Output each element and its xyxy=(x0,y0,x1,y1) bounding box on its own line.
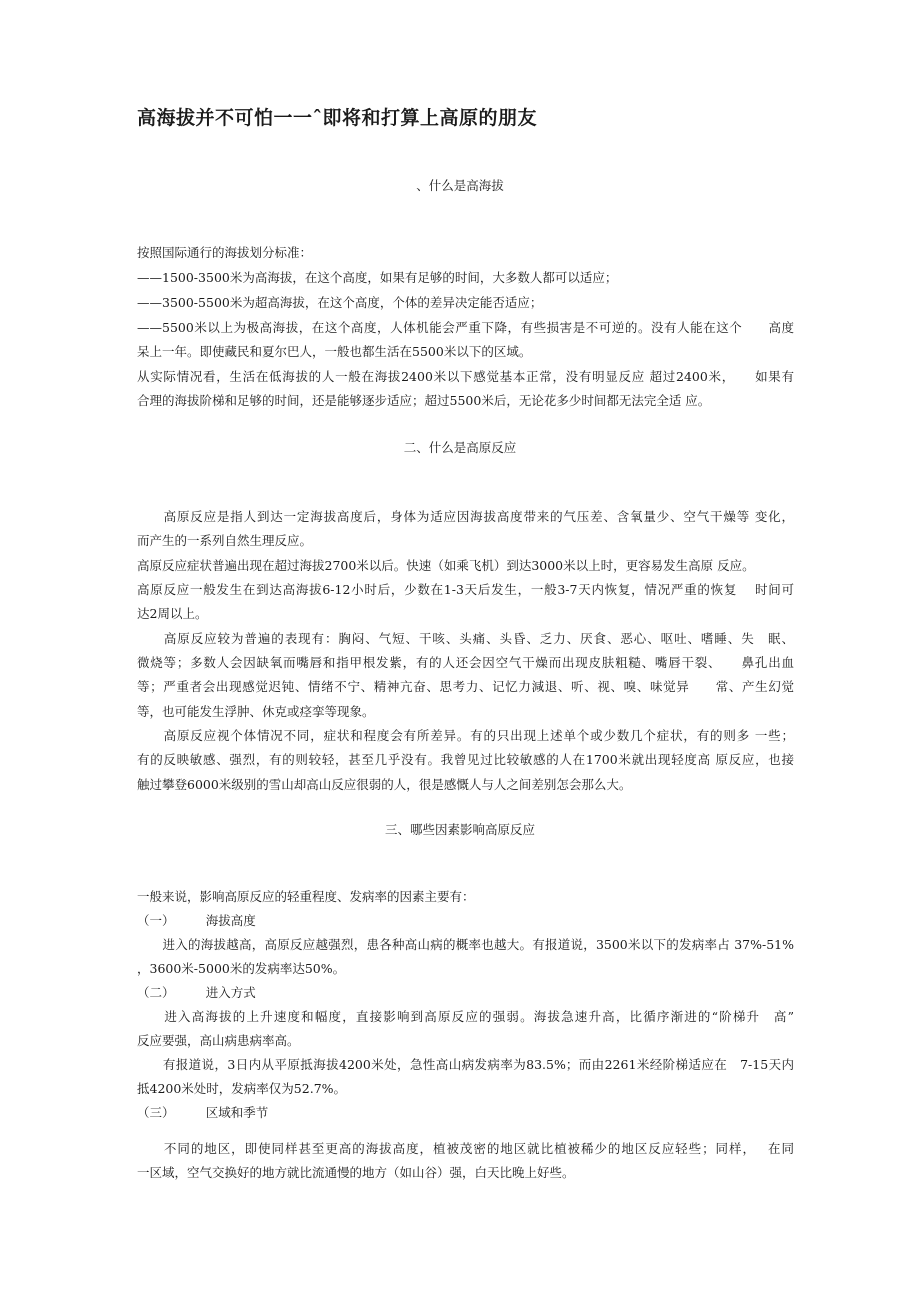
paragraph-line: ，3600米-5000米的发病率达50%。 xyxy=(137,961,346,976)
paragraph-line: 合理的海拔阶梯和足够的时间，还是能够逐步适应；超过5500米后，无论花多少时间都无法完全适 应。 xyxy=(137,393,711,408)
paragraph-line: ——1500-3500米为高海拔，在这个高度，如果有足够的时间，大多数人都可以适应； xyxy=(137,270,618,285)
list-heading: （二） 进入方式 xyxy=(137,985,256,1000)
paragraph-line: 呆上一年。即使藏民和夏尔巴人，一般也都生活在5500米以下的区域。 xyxy=(137,344,532,359)
paragraph-line: 一区域，空气交换好的地方就比流通慢的地方（如山谷）强，白天比晚上好些。 xyxy=(137,1165,575,1180)
paragraph-line: 达2周以上。 xyxy=(137,606,208,621)
paragraph-line: 一般来说，影响高原反应的轻重程度、发病率的因素主要有： xyxy=(137,889,475,904)
paragraph-line: 不同的地区，即使同样甚至更高的海拔高度，植被茂密的地区就比植被稀少的地区反应轻些；同样， 在同 xyxy=(137,1141,794,1156)
paragraph-line: 反应要强，高山病患病率高。 xyxy=(137,1033,300,1048)
document-title: 高海拔并不可怕一一ˆ即将和打算上高原的朋友 xyxy=(137,107,538,129)
paragraph-line: 而产生的一系列自然生理反应。 xyxy=(137,533,313,548)
paragraph-line: 抵4200米处时，发病率仅为52.7%。 xyxy=(137,1081,347,1096)
paragraph-line: ——5500米以上为极高海拔，在这个高度，人体机能会严重下降，有些损害是不可逆的。没有人能在这个 高度 xyxy=(137,320,794,335)
paragraph-line: 高原反应是指人到达一定海拔高度后，身体为适应因海拔高度带来的气压差、含氧量少、空气干燥等 变化， xyxy=(137,509,794,524)
section-heading-3: 三、哪些因素影响高原反应 xyxy=(384,822,535,837)
paragraph-line: 有的反映敏感、强烈，有的则较轻，甚至几乎没有。我曾见过比较敏感的人在1700米就出现轻度高 原反应，也接 xyxy=(137,752,794,767)
paragraph-line: 等；严重者会出现感觉迟钝、情绪不宁、精神亢奋、思考力、记忆力減退、听、视、嗅、味觉异 常、产生幻觉 xyxy=(137,679,794,694)
paragraph-line: 按照国际通行的海拔划分标准： xyxy=(137,245,313,260)
paragraph-line: 高原反应症状普遍出现在超过海拔2700米以后。快速（如乘飞机）到达3000米以上时，更容易发生高原 反应。 xyxy=(137,558,755,573)
paragraph-line: 等，也可能发生浮肿、休克或痉挛等现象。 xyxy=(137,704,375,719)
paragraph-line: 微烧等；多数人会因缺氧而嘴唇和指甲根发紫，有的人还会因空气干燥而出现皮肤粗糙、嘴唇干裂、 鼻孔出血 xyxy=(137,655,794,670)
paragraph-line: 高原反应较为普遍的表现有：胸闷、气短、干咳、头痛、头昏、乏力、厌食、恶心、呕吐、嗜睡、失 眠、 xyxy=(137,631,794,646)
paragraph-line: 有报道说，3日内从平原抵海拔4200米处，急性高山病发病率为83.5%；而由2261米经阶梯适应在 7-15天内 xyxy=(137,1057,794,1072)
list-heading: （三） 区域和季节 xyxy=(137,1105,269,1120)
paragraph-line: 从实际情况看，生活在低海拔的人一般在海拔2400米以下感觉基本正常，没有明显反应 超过2400米， 如果有 xyxy=(137,369,794,384)
paragraph-line: 高原反应一般发生在到达高海拔6-12小时后，少数在1-3天后发生，一般3-7天内恢复，情况严重的恢复 时间可 xyxy=(137,582,794,597)
paragraph-line: 高原反应视个体情况不同，症状和程度会有所差异。有的只出现上述单个或少数几个症状，有的则多 一些； xyxy=(137,728,794,743)
paragraph-line: ——3500-5500米为超高海拔，在这个高度，个体的差异决定能否适应； xyxy=(137,295,543,310)
section-heading-1: 、什么是高海拔 xyxy=(416,178,504,193)
paragraph-line: 进入高海拔的上升速度和幅度，直接影响到高原反应的强弱。海拔急速升高，比循序渐进的“阶梯升 高” xyxy=(137,1009,794,1024)
paragraph-line: 进入的海拔越高，高原反应越强烈，患各种高山病的概率也越大。有报道说，3500米以下的发病率占 37%-51% xyxy=(137,937,794,952)
list-heading: （一） 海拔高度 xyxy=(137,913,256,928)
paragraph-line: 触过攀登6000米级别的雪山却高山反应很弱的人，很是感慨人与人之间差别怎会那么大。 xyxy=(137,777,632,792)
section-heading-2: 二、什么是高原反应 xyxy=(403,440,517,455)
